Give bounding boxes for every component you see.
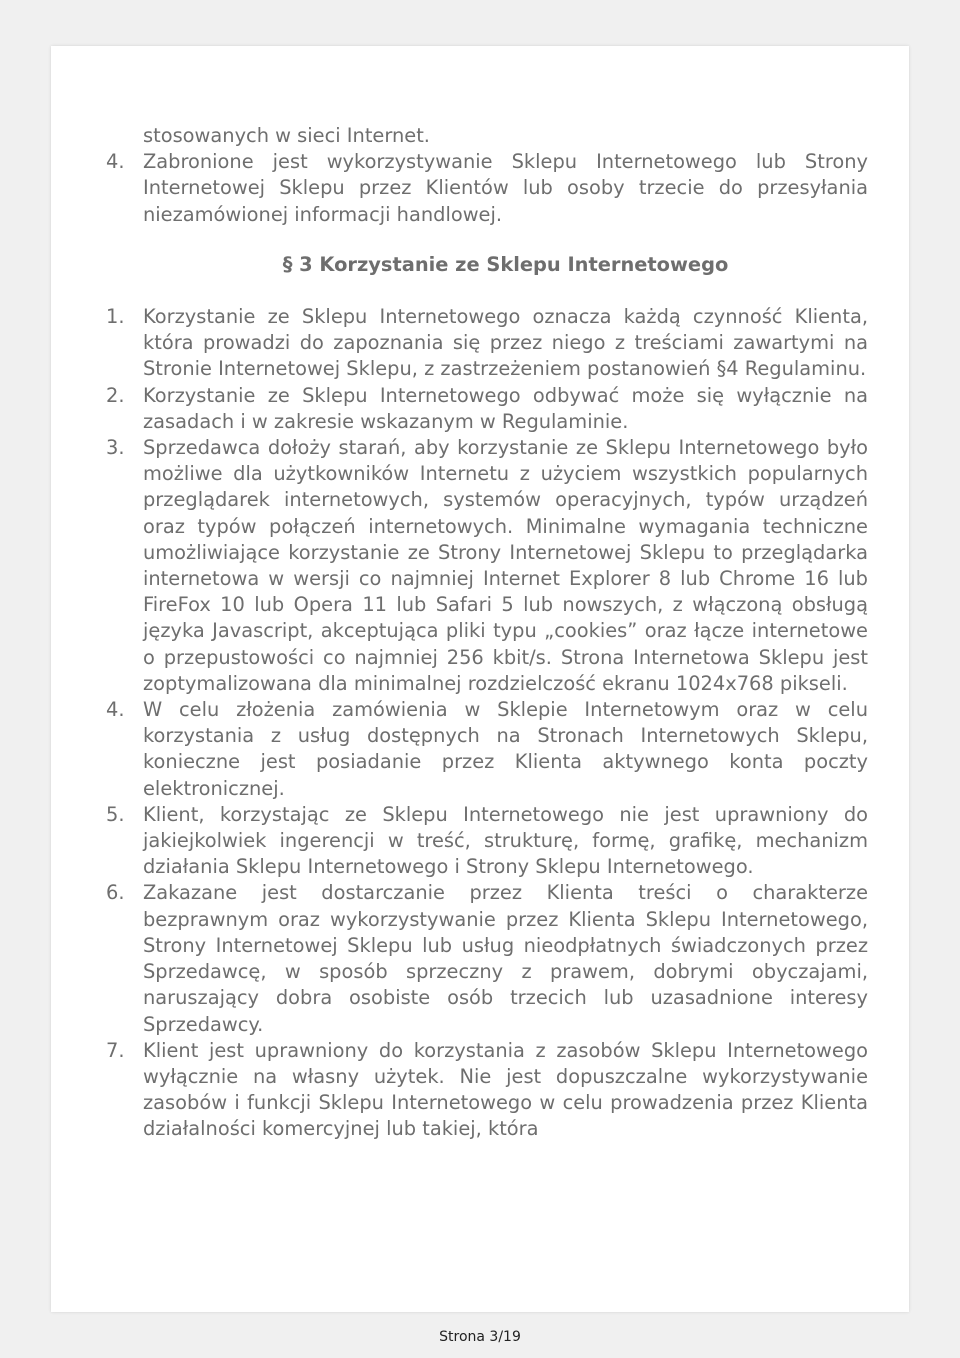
continued-text: stosowanych w sieci Internet. — [143, 124, 430, 147]
page-content — [106, 123, 868, 1143]
list-item-number: 6. — [106, 881, 125, 905]
list-item-number: 4. — [106, 698, 125, 722]
list-item-text: Sprzedawca dołoży starań, aby korzystanie ze Sklepu Internetowego było możliwe dla użytkowników Internetu z użyciem wszystkich popularnych przeglądarek internetowych, systemów operacyjnych, typów urządzeń oraz typów połączeń internetowych. Minimalne wymagania techniczne umożliwiające korzystanie ze Strony Internetowej Sklepu to przeglądarka internetowa w wersji co najmniej Internet Explorer 8 lub Chrome 16 lub FireFox 10 lub Opera 11 lub Safari 5 lub nowszych, z włączoną obsługą języka Javascript, akceptująca pliki typu „cookies” oraz łącze internetowe o przepustowości co najmniej 256 kbit/s. Strona Internetowa Sklepu jest zoptymalizowana dla minimalnej rozdzielczość ekranu 1024x768 pikseli. — [143, 436, 868, 695]
list-item-text: Korzystanie ze Sklepu Internetowego odbywać może się wyłącznie na zasadach i w zakresie wskazanym w Regulaminie. — [143, 383, 868, 433]
list-item-number: 4. — [106, 150, 125, 174]
list-item — [106, 383, 868, 435]
document-page — [51, 46, 909, 1312]
page-number: Strona 3/19 — [439, 1329, 521, 1345]
list-item-text: Zakazane jest dostarczanie przez Klienta treści o charakterze bezprawnym oraz wykorzystywanie przez Klienta Sklepu Internetowego, Strony Internetowej Sklepu lub usług nieodpłatnych świadczonych przez Sprzedawcę, w sposób sprzeczny z prawem, dobrymi obyczajami, naruszający dobra osobiste osób trzecich lub uzasadnione interesy Sprzedawcy. — [143, 881, 868, 1036]
list-item — [106, 697, 868, 802]
list-item-number: 2. — [106, 383, 125, 407]
list-item — [106, 880, 868, 1037]
list-item-text: Zabronione jest wykorzystywanie Sklepu Internetowego lub Strony Internetowej Sklepu przez Klientów lub osoby trzecie do przesyłania niezamówionej informacji handlowej. — [143, 150, 868, 226]
list-item-number: 1. — [106, 305, 125, 329]
list-item-text: Klient jest uprawniony do korzystania z zasobów Sklepu Internetowego wyłącznie na własny użytek. Nie jest dopuszczalne wykorzystywanie zasobów i funkcji Sklepu Internetowego w celu prowadzenia przez Klienta działalności komercyjnej lub takiej, która — [143, 1038, 868, 1141]
list-item-text: Klient, korzystając ze Sklepu Internetowego nie jest uprawniony do jakiejkolwiek ingerencji w treść, strukturę, formę, grafikę, mechanizm działania Sklepu Internetowego i Strony Sklepu Internetowego. — [143, 802, 868, 879]
list-item — [106, 149, 868, 228]
section-heading: § 3 Korzystanie ze Sklepu Internetowego — [282, 252, 729, 276]
list-item-text: Korzystanie ze Sklepu Internetowego oznacza każdą czynność Klienta, która prowadzi do zapoznania się przez niego z treściami zawartymi na Stronie Internetowej Sklepu, z zastrzeżeniem postanowień §4 Regulaminu. — [143, 305, 868, 381]
list-item — [106, 435, 868, 697]
list-item-number: 7. — [106, 1038, 125, 1062]
list-item-number: 3. — [106, 436, 125, 460]
list-item-text: W celu złożenia zamówienia w Sklepie Internetowym oraz w celu korzystania z usług dostępnych na Stronach Internetowych Sklepu, konieczne jest posiadanie przez Klienta aktywnego konta poczty elektronicznej. — [143, 698, 868, 800]
list-item — [106, 802, 868, 881]
list-item-number: 5. — [106, 802, 125, 826]
list-item — [106, 304, 868, 383]
list-item — [106, 1038, 868, 1143]
